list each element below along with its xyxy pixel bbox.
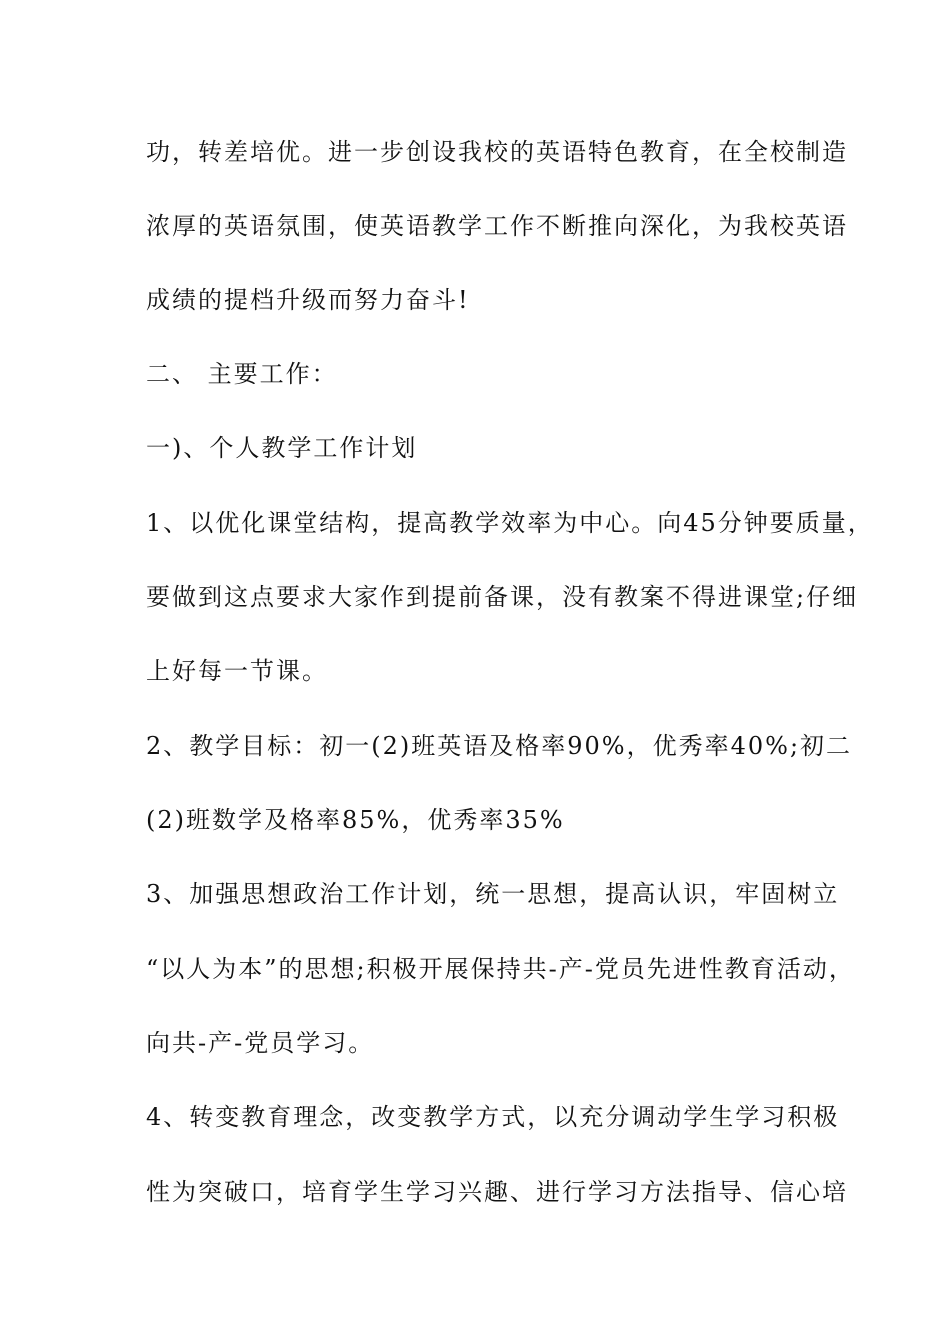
- text-line: 1、以优化课堂结构，提高教学效率为中心。向45分钟要质量，: [146, 509, 874, 537]
- text-line: 要做到这点要求大家作到提前备课，没有教案不得进课堂;仔细: [146, 583, 859, 611]
- text-line: 2、教学目标：初一(2)班英语及格率90%，优秀率40%;初二: [146, 732, 853, 760]
- text-line: 上好每一节课。: [146, 657, 328, 685]
- text-line: 向共-产-党员学习。: [146, 1029, 375, 1057]
- section-heading: 二、 主要工作：: [146, 360, 338, 388]
- text-line: 浓厚的英语氛围，使英语教学工作不断推向深化，为我校英语: [146, 212, 848, 240]
- text-line: 3、加强思想政治工作计划，统一思想，提高认识，牢固树立: [146, 880, 840, 908]
- text-line: 功，转差培优。进一步创设我校的英语特色教育，在全校制造: [146, 138, 848, 166]
- subsection-heading: 一)、个人教学工作计划: [146, 434, 418, 462]
- text-line: 成绩的提档升级而努力奋斗!: [146, 286, 470, 314]
- text-line: “以人为本”的思想;积极开展保持共-产-党员先进性教育活动，: [146, 955, 855, 983]
- text-line: (2)班数学及格率85%，优秀率35%: [146, 806, 565, 834]
- text-line: 4、转变教育理念，改变教学方式，以充分调动学生学习积极: [146, 1103, 840, 1131]
- text-line: 性为突破口，培育学生学习兴趣、进行学习方法指导、信心培: [146, 1178, 848, 1206]
